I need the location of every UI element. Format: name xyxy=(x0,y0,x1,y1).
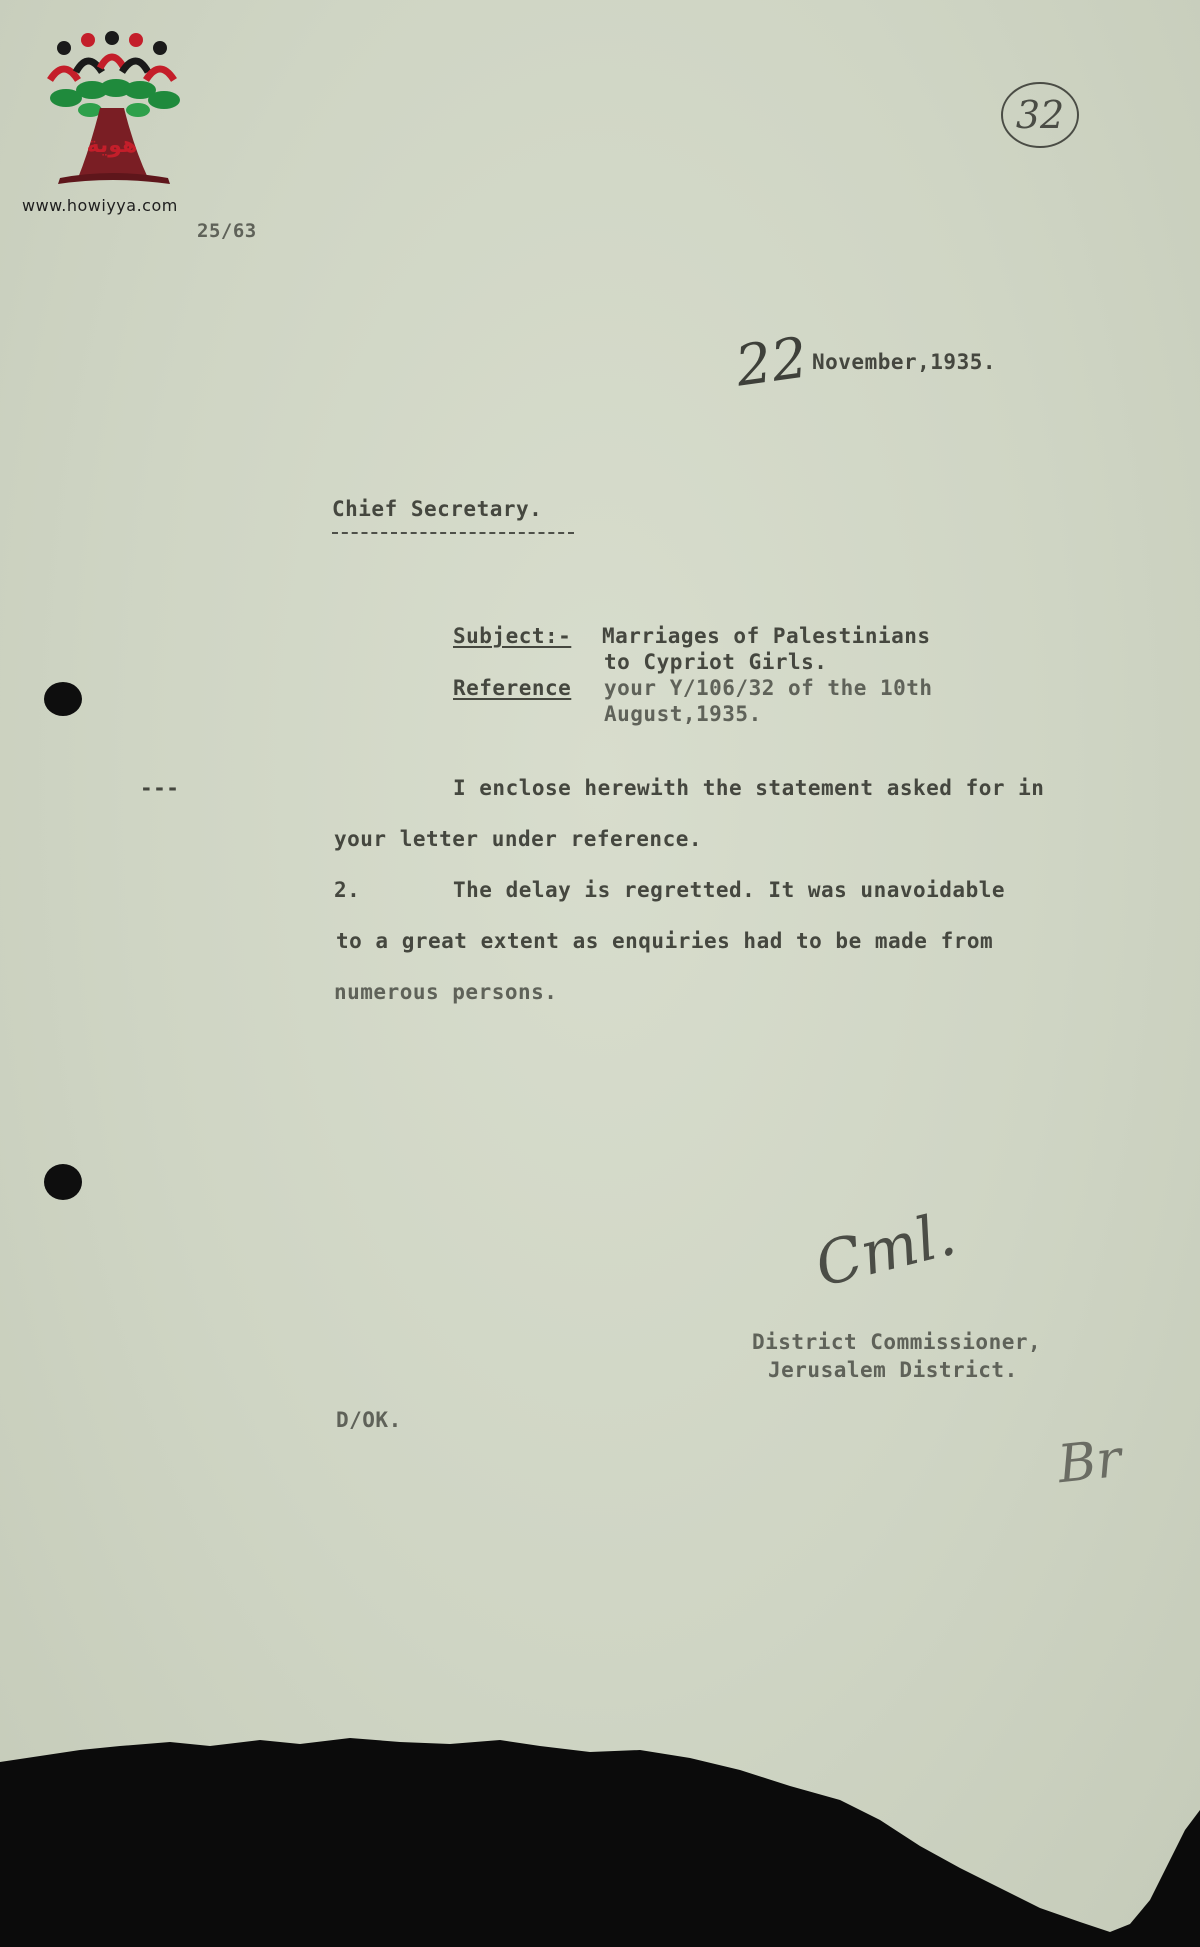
watermark-url: www.howiyya.com xyxy=(22,196,178,215)
handwritten-initials: Br xyxy=(1055,1428,1125,1496)
reference-initials: D/OK. xyxy=(336,1408,402,1432)
logo-text: هوية xyxy=(86,133,138,158)
margin-dash: --- xyxy=(140,776,180,800)
punch-hole-bottom xyxy=(44,1164,82,1200)
addressee: Chief Secretary. xyxy=(332,497,543,521)
body-paragraph-2-line-1: The delay is regretted. It was unavoidable xyxy=(453,878,1006,902)
body-paragraph-1-line-1: I enclose herewith the statement asked for in xyxy=(453,776,1045,800)
howiyya-logo xyxy=(20,28,200,218)
reference-label: Reference xyxy=(453,676,572,700)
reference-line-1: your Y/106/32 of the 10th xyxy=(604,676,933,700)
page-number-stamp xyxy=(995,75,1085,155)
paragraph-number: 2. xyxy=(334,878,361,902)
file-reference: 25/63 xyxy=(197,220,257,242)
body-paragraph-1-line-2: your letter under reference. xyxy=(334,827,703,851)
reference-line-2: August,1935. xyxy=(604,702,762,726)
date-text: November,1935. xyxy=(812,350,997,374)
addressee-underline xyxy=(332,532,574,534)
body-paragraph-2-line-2: to a great extent as enquiries had to be made from xyxy=(336,929,994,953)
subject-line-1: Marriages of Palestinians xyxy=(602,624,931,648)
signatory-district: Jerusalem District. xyxy=(768,1358,1018,1382)
subject-label: Subject:- xyxy=(453,624,572,648)
subject-line-2: to Cypriot Girls. xyxy=(604,650,828,674)
signatory-title: District Commissioner, xyxy=(752,1330,1042,1354)
signature: Cml. xyxy=(808,1198,963,1302)
body-paragraph-2-line-3: numerous persons. xyxy=(334,980,558,1004)
date-day-handwritten: 22 xyxy=(731,325,812,400)
page-number: 32 xyxy=(1015,93,1065,137)
punch-hole-top xyxy=(44,682,82,716)
